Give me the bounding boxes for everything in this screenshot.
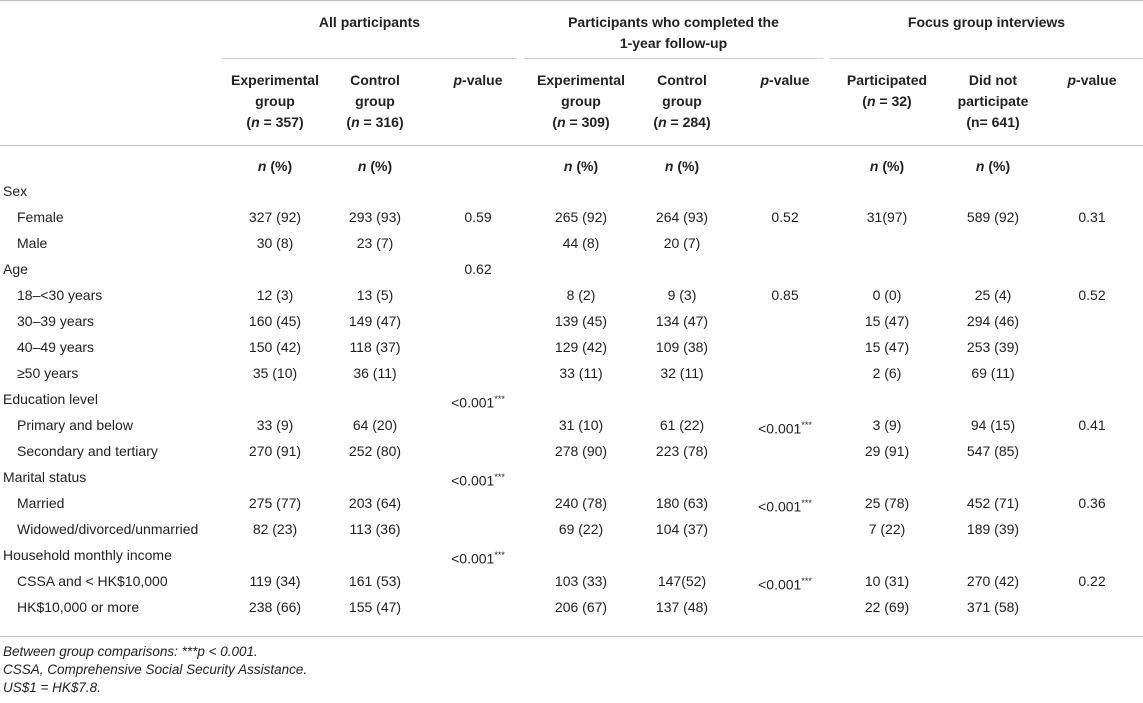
table-cell: 223 (78) xyxy=(655,443,709,459)
unit-label xyxy=(325,156,425,177)
table-cell xyxy=(735,415,835,440)
p-value-label: p xyxy=(1067,72,1077,88)
p-value-label: p xyxy=(453,72,463,88)
n-symbol: n xyxy=(251,114,260,130)
table-cell: 0.85 xyxy=(771,287,799,303)
table-cell: 29 (91) xyxy=(864,443,910,459)
table-cell: 147(52) xyxy=(657,573,707,589)
footnote: CSSA, Comprehensive Social Security Assistance. xyxy=(3,662,308,677)
p-value: <0.001 xyxy=(758,420,802,437)
column-header-n xyxy=(527,112,635,133)
column-header xyxy=(1038,70,1143,91)
significance-stars: *** xyxy=(494,472,505,482)
table-cell: 0.52 xyxy=(1078,287,1106,303)
table-cell: 25 (4) xyxy=(974,287,1012,303)
column-header xyxy=(833,70,941,112)
table-cell: 22 (69) xyxy=(864,599,910,615)
group-header: Participants who completed the 1-year follow-up xyxy=(568,14,779,51)
column-header-n xyxy=(321,112,429,133)
table-cell: 189 (39) xyxy=(966,521,1020,537)
table-cell: 275 (77) xyxy=(248,495,302,511)
table-cell: 12 (3) xyxy=(256,287,294,303)
table-cell: 150 (42) xyxy=(248,339,302,355)
n-value: = 309) xyxy=(565,114,610,130)
table-cell: 294 (46) xyxy=(966,313,1020,329)
table-cell: 9 (3) xyxy=(667,287,697,303)
table-cell: 240 (78) xyxy=(554,495,608,511)
column-header xyxy=(221,70,329,133)
column-header-n xyxy=(221,112,329,133)
table-cell: 109 (38) xyxy=(655,339,709,355)
table-cell: 203 (64) xyxy=(348,495,402,511)
p-value: <0.001 xyxy=(758,498,802,515)
p-value: <0.001 xyxy=(451,472,495,489)
row-label: Secondary and tertiary xyxy=(17,443,158,459)
table-cell: 0.36 xyxy=(1078,495,1106,511)
n-value: = 32) xyxy=(875,93,912,109)
n-value: = 316) xyxy=(359,114,404,130)
p-value-label: p xyxy=(760,72,770,88)
n-value: = 284) xyxy=(666,114,711,130)
table-cell: 82 (23) xyxy=(252,521,298,537)
n-symbol: n xyxy=(351,114,360,130)
table-cell: 0.62 xyxy=(464,261,492,277)
n-paren: ( xyxy=(246,114,252,130)
row-label: 40–49 years xyxy=(17,339,95,355)
percent-symbol: (%) xyxy=(266,158,293,174)
table-cell: 180 (63) xyxy=(655,495,709,511)
row-label: Married xyxy=(17,495,65,511)
table-cell: 371 (58) xyxy=(966,599,1020,615)
table-cell: 104 (37) xyxy=(655,521,709,537)
percent-symbol: (%) xyxy=(572,158,599,174)
table-cell: 238 (66) xyxy=(248,599,302,615)
unit-label xyxy=(531,156,631,177)
table-cell: 589 (92) xyxy=(966,209,1020,225)
percent-symbol: (%) xyxy=(878,158,905,174)
column-header xyxy=(527,70,635,133)
table-cell: 160 (45) xyxy=(248,313,302,329)
table-cell: 33 (9) xyxy=(256,417,294,433)
column-header-line: group xyxy=(255,93,295,109)
table-cell: 64 (20) xyxy=(352,417,398,433)
table-cell: 61 (22) xyxy=(659,417,705,433)
group-underline xyxy=(830,58,1143,59)
group-underline xyxy=(222,58,517,59)
table-cell: 8 (2) xyxy=(566,287,596,303)
table-cell: 32 (11) xyxy=(660,365,704,381)
significance-stars: *** xyxy=(801,576,812,586)
column-header-line: Experimental xyxy=(537,72,625,88)
table-cell: 155 (47) xyxy=(348,599,402,615)
row-label: Age xyxy=(3,261,28,277)
table-cell: 36 (11) xyxy=(353,365,397,381)
table-cell: 270 (42) xyxy=(966,573,1020,589)
table-cell: 103 (33) xyxy=(554,573,608,589)
table-cell: 139 (45) xyxy=(554,313,608,329)
table-cell: 113 (36) xyxy=(349,521,401,537)
bottom-rule xyxy=(0,636,1143,637)
n-symbol: n xyxy=(563,158,573,174)
group-header: All participants xyxy=(318,14,421,30)
table-cell: 69 (11) xyxy=(971,365,1015,381)
table-cell: 264 (93) xyxy=(655,209,709,225)
table-cell: 35 (10) xyxy=(252,365,298,381)
unit-label xyxy=(837,156,937,177)
n-symbol: n xyxy=(357,158,367,174)
unit-label xyxy=(632,156,732,177)
p-value-suffix: -value xyxy=(769,72,810,88)
table-cell: 0.22 xyxy=(1078,573,1106,589)
percent-symbol: (%) xyxy=(984,158,1011,174)
table-cell: 2 (6) xyxy=(872,365,902,381)
table-cell: 69 (22) xyxy=(558,521,604,537)
table-cell: 278 (90) xyxy=(554,443,608,459)
column-header-line: participate xyxy=(957,93,1029,109)
n-symbol: n xyxy=(658,114,667,130)
n-paren: ( xyxy=(653,114,659,130)
table-cell: 0.52 xyxy=(771,209,799,225)
table-cell: 270 (91) xyxy=(248,443,302,459)
table-cell: 0 (0) xyxy=(872,287,902,303)
column-header-line: Control xyxy=(350,72,400,88)
significance-stars: *** xyxy=(801,498,812,508)
table-cell: 129 (42) xyxy=(554,339,608,355)
header-rule xyxy=(0,145,1143,146)
p-value-suffix: -value xyxy=(462,72,503,88)
column-header xyxy=(939,70,1047,133)
column-header-line: group xyxy=(662,93,702,109)
column-header xyxy=(731,70,839,91)
table-cell: 44 (8) xyxy=(562,235,600,251)
n-value: = 357) xyxy=(259,114,304,130)
group-underline xyxy=(524,58,823,59)
footnote: Between group comparisons: ***p < 0.001. xyxy=(3,644,258,659)
n-symbol: n xyxy=(557,114,566,130)
column-header-line: Did not xyxy=(968,72,1018,88)
table-cell: 13 (5) xyxy=(356,287,394,303)
row-label: CSSA and < HK$10,000 xyxy=(17,573,168,589)
table-cell: 0.31 xyxy=(1078,209,1106,225)
n-symbol: n xyxy=(664,158,674,174)
table-cell: 94 (15) xyxy=(970,417,1016,433)
table-cell: 0.59 xyxy=(464,209,492,225)
row-label: ≥50 years xyxy=(17,365,79,381)
table-cell: 253 (39) xyxy=(966,339,1020,355)
n-symbol: n xyxy=(866,93,876,109)
column-header xyxy=(424,70,532,91)
table-cell: 15 (47) xyxy=(864,313,910,329)
table-cell: 33 (11) xyxy=(559,365,603,381)
table-cell: 137 (48) xyxy=(655,599,709,615)
table-cell: 118 (37) xyxy=(349,339,401,355)
row-label: 30–39 years xyxy=(17,313,95,329)
row-label: Primary and below xyxy=(17,417,133,433)
row-label: 18–<30 years xyxy=(17,287,103,303)
row-label: Household monthly income xyxy=(3,547,172,563)
column-header-line: Control xyxy=(657,72,707,88)
table-cell: 30 (8) xyxy=(256,235,294,251)
n-paren: ( xyxy=(346,114,352,130)
table-cell: 119 (34) xyxy=(249,573,301,589)
table-cell: 547 (85) xyxy=(966,443,1020,459)
table-cell: 31(97) xyxy=(866,209,908,225)
table-cell: 0.41 xyxy=(1078,417,1106,433)
unit-label xyxy=(943,156,1043,177)
column-header-n xyxy=(833,91,941,112)
table-cell: 7 (22) xyxy=(868,521,906,537)
column-header xyxy=(628,70,736,133)
column-header xyxy=(321,70,429,133)
significance-stars: *** xyxy=(801,420,812,430)
table-cell: 327 (92) xyxy=(248,209,302,225)
n-paren: ( xyxy=(862,93,867,109)
table-cell: 10 (31) xyxy=(864,573,910,589)
percent-symbol: (%) xyxy=(366,158,393,174)
table-cell: 20 (7) xyxy=(663,235,701,251)
table-cell: 134 (47) xyxy=(655,313,709,329)
n-symbol: n xyxy=(257,158,267,174)
p-value: <0.001 xyxy=(758,576,802,593)
row-label: Female xyxy=(17,209,64,225)
table-cell: 15 (47) xyxy=(864,339,910,355)
top-rule xyxy=(0,0,1143,1)
column-header-line: Experimental xyxy=(231,72,319,88)
significance-stars: *** xyxy=(494,550,505,560)
table-cell: 23 (7) xyxy=(356,235,394,251)
n-paren: ( xyxy=(552,114,558,130)
table-cell xyxy=(428,545,528,570)
column-header-line: group xyxy=(355,93,395,109)
footnote: US$1 = HK$7.8. xyxy=(3,680,101,695)
table-cell xyxy=(428,467,528,492)
table-cell: 452 (71) xyxy=(966,495,1020,511)
row-label: HK$10,000 or more xyxy=(17,599,140,615)
table-cell: 293 (93) xyxy=(348,209,402,225)
table-cell: 252 (80) xyxy=(348,443,402,459)
column-header-line: group xyxy=(561,93,601,109)
table-cell xyxy=(428,389,528,414)
p-value: <0.001 xyxy=(451,550,495,567)
column-header-n xyxy=(628,112,736,133)
significance-stars: *** xyxy=(494,394,505,404)
table-cell: 25 (78) xyxy=(864,495,910,511)
table-cell xyxy=(735,493,835,518)
table-cell: 161 (53) xyxy=(348,573,402,589)
column-header-n: (n= 641) xyxy=(966,114,1020,130)
table-cell: 265 (92) xyxy=(554,209,608,225)
row-label: Sex xyxy=(3,183,28,199)
table-cell: 31 (10) xyxy=(558,417,604,433)
p-value-suffix: -value xyxy=(1076,72,1117,88)
n-symbol: n xyxy=(975,158,985,174)
row-label: Marital status xyxy=(3,469,87,485)
row-label: Male xyxy=(17,235,48,251)
column-header-line: Participated xyxy=(846,72,928,88)
percent-symbol: (%) xyxy=(673,158,700,174)
p-value: <0.001 xyxy=(451,394,495,411)
table-cell: 149 (47) xyxy=(348,313,402,329)
row-label: Education level xyxy=(3,391,98,407)
n-symbol: n xyxy=(869,158,879,174)
row-label: Widowed/divorced/unmarried xyxy=(17,521,199,537)
table-cell: 206 (67) xyxy=(554,599,608,615)
table-cell xyxy=(735,571,835,596)
unit-label xyxy=(225,156,325,177)
table-cell: 3 (9) xyxy=(872,417,902,433)
group-header: Focus group interviews xyxy=(907,14,1066,30)
